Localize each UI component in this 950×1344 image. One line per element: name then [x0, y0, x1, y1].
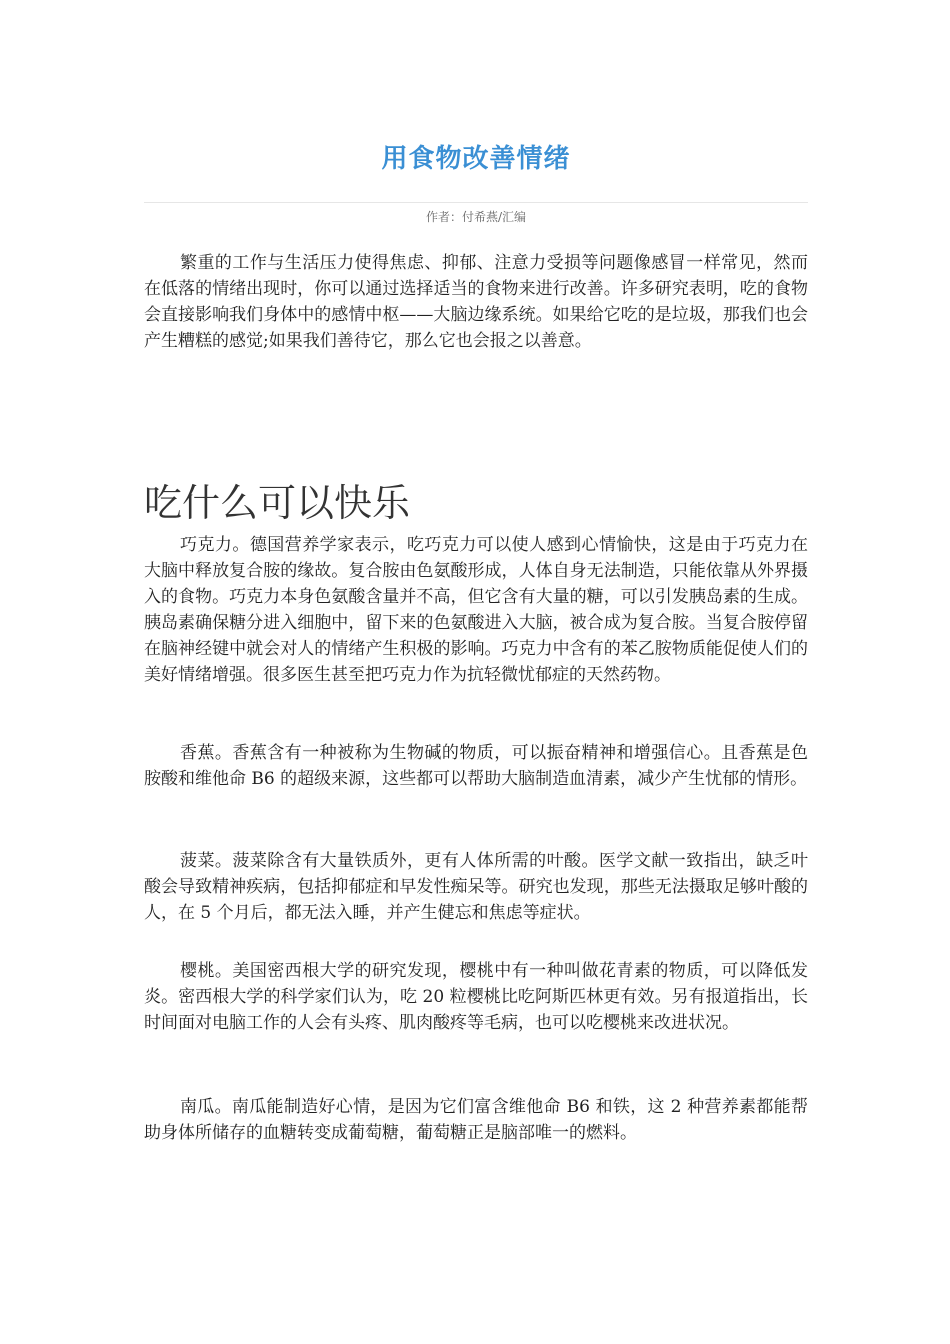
author-line: 作者：付希燕/汇编 — [425, 210, 527, 224]
paragraph-chocolate: 巧克力。德国营养学家表示，吃巧克力可以使人感到心情愉快，这是由于巧克力在大脑中释放复合胺的缘故。复合胺由色氨酸形成，人体自身无法制造，只能依靠从外界摄入的食物。巧克力本身色氨酸含量并不高，但它含有大量的糖，可以引发胰岛素的生成。胰岛素确保糖分进入细胞中，留下来的色氨酸进入大脑，被合成为复合胺。当复合胺停留在脑神经键中就会对人的情绪产生积极的影响。巧克力中含有的苯乙胺物质能促使人们的美好情绪增强。很多医生甚至把巧克力作为抗轻微忧郁症的天然药物。 — [144, 535, 808, 685]
paragraph-pumpkin: 南瓜。南瓜能制造好心情，是因为它们富含维他命 B6 和铁，这 2 种营养素都能帮助身体所储存的血糖转变成葡萄糖，葡萄糖正是脑部唯一的燃料。 — [144, 1097, 808, 1143]
paragraph-spinach: 菠菜。菠菜除含有大量铁质外，更有人体所需的叶酸。医学文献一致指出，缺乏叶酸会导致精神疾病，包括抑郁症和早发性痴呆等。研究也发现，那些无法摄取足够叶酸的人，在 5 个月后，都无法入睡，并产生健忘和焦虑等症状。 — [144, 851, 808, 923]
paragraph-cherry: 樱桃。美国密西根大学的研究发现，樱桃中有一种叫做花青素的物质，可以降低发炎。密西根大学的科学家们认为，吃 20 粒樱桃比吃阿斯匹林更有效。另有报道指出，长时间面对电脑工作的人会有头疼、肌肉酸疼等毛病，也可以吃樱桃来改进状况。 — [144, 961, 808, 1033]
paragraph-banana: 香蕉。香蕉含有一种被称为生物碱的物质，可以振奋精神和增强信心。且香蕉是色胺酸和维他命 B6 的超级来源，这些都可以帮助大脑制造血清素，减少产生忧郁的情形。 — [144, 743, 808, 789]
section-heading: 吃什么可以快乐 — [144, 481, 411, 525]
intro-paragraph: 繁重的工作与生活压力使得焦虑、抑郁、注意力受损等问题像感冒一样常见，然而在低落的情绪出现时，你可以通过选择适当的食物来进行改善。许多研究表明，吃的食物会直接影响我们身体中的感情中枢——大脑边缘系统。如果给它吃的是垃圾，那我们也会产生糟糕的感觉;如果我们善待它，那么它也会报之以善意。 — [144, 253, 808, 351]
title-divider — [144, 202, 808, 203]
page-title: 用食物改善情绪 — [381, 144, 571, 174]
